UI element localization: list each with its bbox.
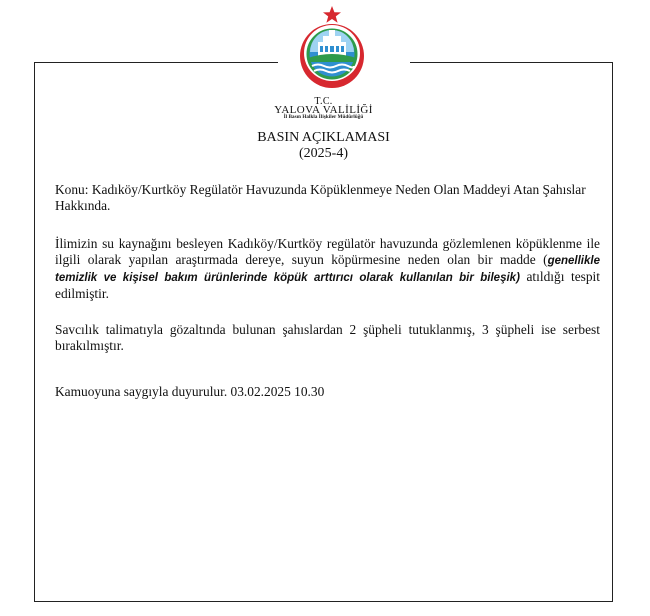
yalova-governorship-emblem-icon (290, 4, 374, 92)
arrest-paragraph: Savcılık talimatıyla gözaltında bulunan şahıslardan 2 şüpheli tutuklanmış, 3 şüpheli ise serbest bırakılmıştır. (55, 322, 600, 353)
closing-paragraph: Kamuoyuna saygıyla duyurulur. 03.02.2025 10.30 (55, 384, 325, 399)
main-paragraph-italic: genellikle temizlik ve kişisel bakım ürünlerinde köpük arttırıcı olarak kullanılan bir bileşik) (55, 255, 600, 284)
main-paragraph-start: İlimizin su kaynağını besleyen Kadıköy/Kurtköy regülatör havuzunda gözlemlenen köpüklenme ile ilgili olarak yapılan araştırmada dereye, suyun köpürmesine neden olan bir madde ( (55, 236, 600, 267)
main-paragraph (55, 236, 600, 302)
release-number: (2025-4) (299, 146, 348, 161)
subject-paragraph: Konu: Kadıköy/Kurtköy Regülatör Havuzunda Köpüklenmeye Neden Olan Maddeyi Atan Şahıslar Hakkında. (55, 182, 586, 213)
title-text: BASIN AÇIKLAMASI (257, 130, 390, 145)
press-release-title (34, 130, 613, 162)
main-paragraph-end: atıldığı tespit edilmiştir. (55, 269, 600, 301)
tc-label: T.C. (314, 96, 333, 107)
governorship-name: YALOVA VALİLİĞİ (274, 104, 373, 116)
department-name: İl Basın Halkla İlişkiler Müdürlüğü (283, 115, 364, 120)
